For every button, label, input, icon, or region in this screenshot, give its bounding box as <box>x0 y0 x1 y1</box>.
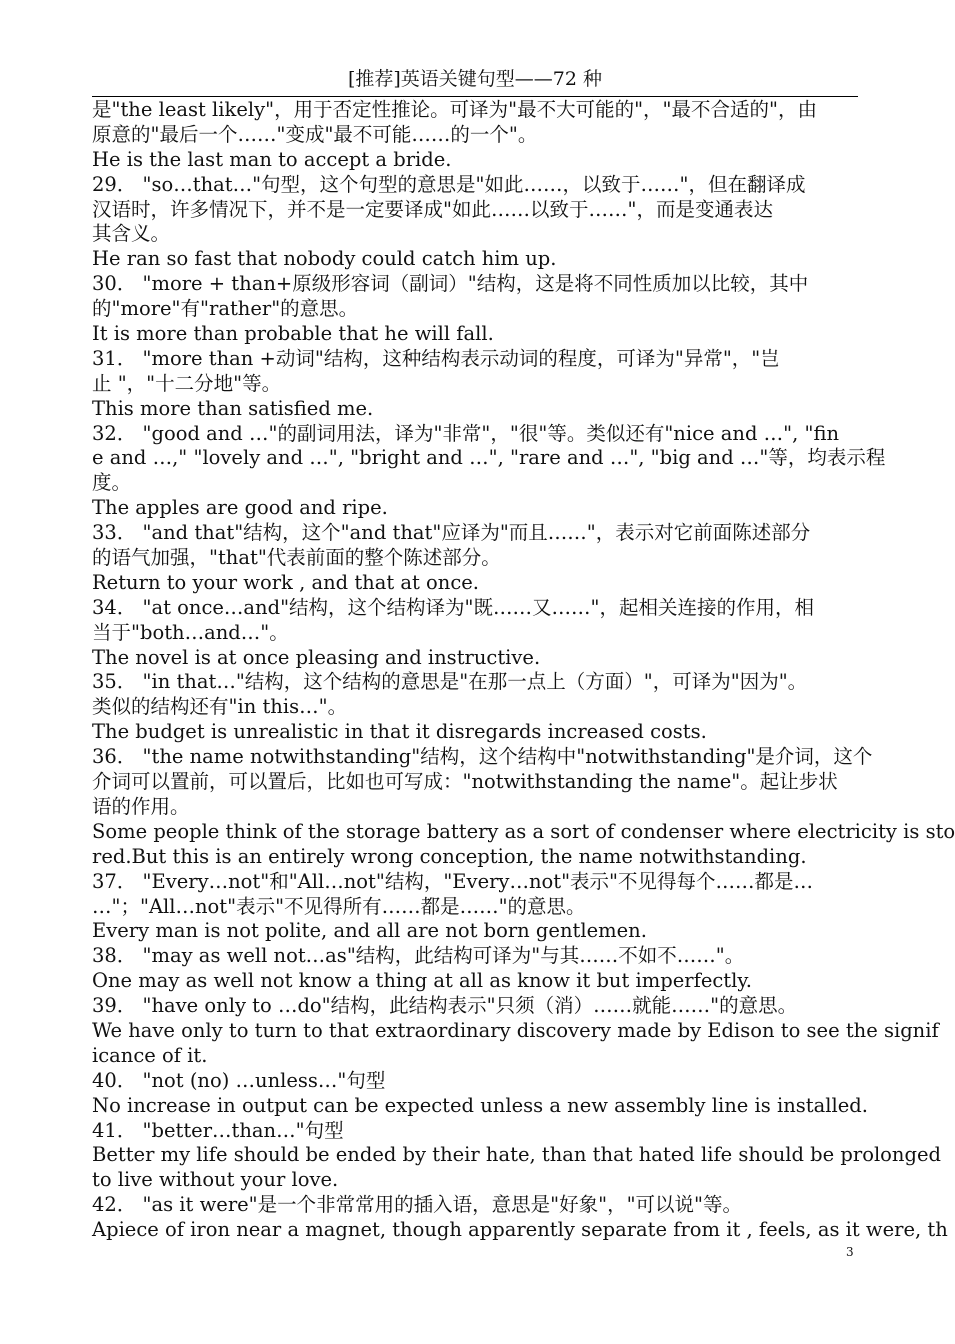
text-line: 37． "Every…not"和"All…not"结构，"Every…not"表示"不见得每个……都是… <box>92 869 814 893</box>
header-rule <box>92 96 858 97</box>
text-line: This more than satisfied me. <box>92 396 374 420</box>
text-line: Better my life should be ended by their hate, than that hated life should be prolonged <box>92 1143 941 1167</box>
text-line: red.But this is an entirely wrong conception, the name notwithstanding. <box>92 844 807 868</box>
text-line: 34． "at once…and"结构，这个结构译为"既……又……"，起相关连接的作用，相 <box>92 595 814 619</box>
text-line: It is more than probable that he will fall. <box>92 322 494 346</box>
document-body <box>92 98 955 1243</box>
text-line: …"；"All…not"表示"不见得所有……都是……"的意思。 <box>92 894 586 918</box>
text-line: 当于"both…and…"。 <box>92 620 289 644</box>
text-line: 其含义。 <box>92 222 171 246</box>
text-line: 29． "so…that…"句型，这个句型的意思是"如此……，以致于……"，但在翻译成 <box>92 172 806 196</box>
text-line: 32． "good and …"的副词用法，译为"非常"，"很"等。类似还有"nice and …", "fin <box>92 421 840 445</box>
text-line: He is the last man to accept a bride. <box>92 147 452 171</box>
text-line: We have only to turn to that extraordinary discovery made by Edison to see the signif <box>92 1018 939 1042</box>
text-line: Some people think of the storage battery as a sort of condenser where electricity is sto <box>92 819 955 843</box>
text-line: 介词可以置前，可以置后，比如也可写成："notwithstanding the name"。起让步状 <box>92 770 838 794</box>
text-line: The budget is unrealistic in that it disregards increased costs. <box>92 720 707 744</box>
text-line: 38． "may as well not…as"结构，此结构可译为"与其……不如不……"。 <box>92 944 745 968</box>
text-line: 的"more"有"rather"的意思。 <box>92 297 359 321</box>
text-line: to live without your love. <box>92 1168 339 1192</box>
text-line: 原意的"最后一个……"变成"最不可能……的一个"。 <box>92 122 538 146</box>
text-line: The novel is at once pleasing and instructive. <box>92 645 541 669</box>
text-line: 33． "and that"结构，这个"and that"应译为"而且……"，表示对它前面陈述部分 <box>92 521 811 545</box>
text-line: Apiece of iron near a magnet, though apparently separate from it , feels, as it were, th <box>92 1218 948 1242</box>
text-line: 类似的结构还有"in this…"。 <box>92 695 348 719</box>
text-line: 止 "，"十二分地"等。 <box>92 371 282 395</box>
page-number: 3 <box>846 1245 854 1259</box>
page-header: [推荐]英语关键句型——72 种 <box>347 68 603 90</box>
text-line: 的语气加强，"that"代表前面的整个陈述部分。 <box>92 546 501 570</box>
text-line: 40． "not (no) …unless…"句型 <box>92 1068 386 1092</box>
text-line: 35． "in that…"结构，这个结构的意思是"在那一点上（方面）"，可译为"因为"。 <box>92 670 808 694</box>
text-line: The apples are good and ripe. <box>92 496 388 520</box>
text-line: e and …," "lovely and …", "bright and …", "rare and …", "big and …"等，均表示程 <box>92 446 886 470</box>
text-line: He ran so fast that nobody could catch him up. <box>92 247 557 271</box>
text-line: 是"the least likely"，用于否定性推论。可译为"最不大可能的"，"最不合适的"，由 <box>92 98 817 121</box>
text-line: 30． "more + than+原级形容词（副词）"结构，这是将不同性质加以比较，其中 <box>92 272 809 296</box>
text-line: 汉语时，许多情况下，并不是一定要译成"如此……以致于……"，而是变通表达 <box>92 197 773 221</box>
text-line: 度。 <box>92 471 132 495</box>
text-line: 39． "have only to …do"结构，此结构表示"只须（消）……就能……"的意思。 <box>92 994 798 1018</box>
text-line: 41． "better…than…"句型 <box>92 1118 344 1142</box>
text-line: One may as well not know a thing at all as know it but imperfectly. <box>92 969 752 993</box>
text-line: 42． "as it were"是一个非常常用的插入语，意思是"好象"，"可以说"等。 <box>92 1193 743 1217</box>
text-line: 语的作用。 <box>92 794 190 818</box>
text-line: Every man is not polite, and all are not born gentlemen. <box>92 919 647 943</box>
text-line: 36． "the name notwithstanding"结构，这个结构中"notwithstanding"是介词，这个 <box>92 745 873 769</box>
text-line: icance of it. <box>92 1043 208 1067</box>
text-line: 31． "more than +动词"结构，这种结构表示动词的程度，可译为"异常"，"岂 <box>92 346 780 370</box>
text-line: No increase in output can be expected unless a new assembly line is installed. <box>92 1093 868 1117</box>
text-line: Return to your work , and that at once. <box>92 570 480 594</box>
